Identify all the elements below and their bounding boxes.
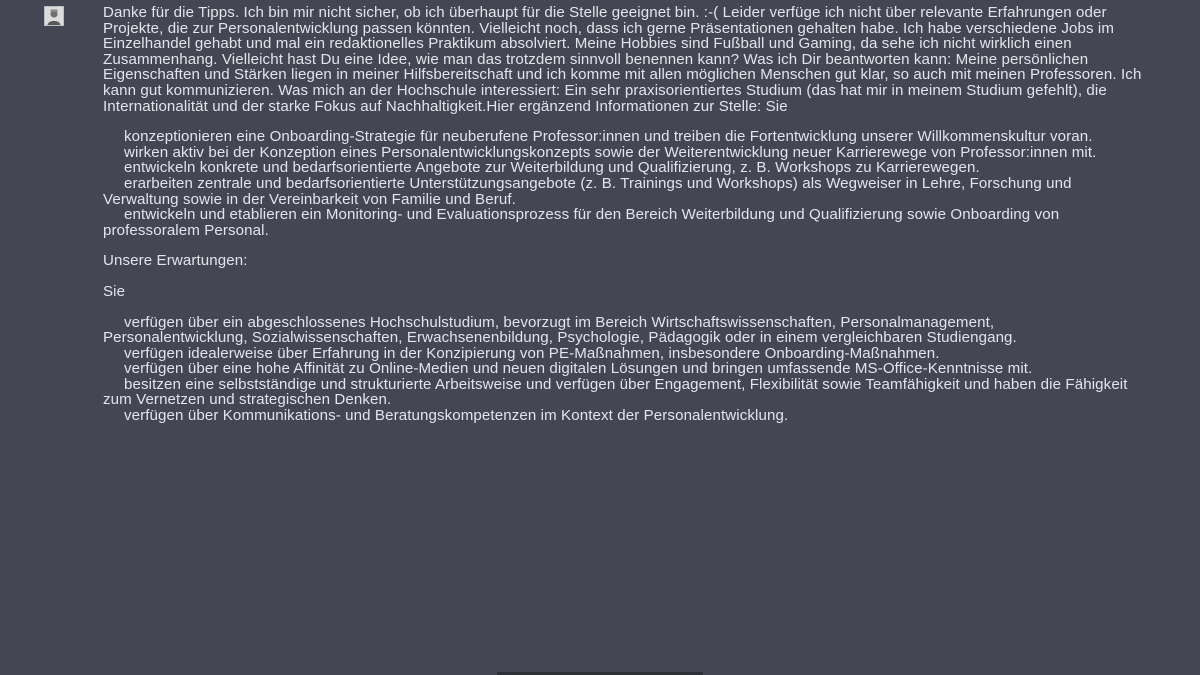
task-text: wirken aktiv bei der Konzeption eines Personalentwicklungskonzepts sowie der Weiterentwicklung neuer Karrierewege von Professor:innen mit.	[124, 143, 1097, 161]
requirement-text: verfügen idealerweise über Erfahrung in der Konzipierung von PE-Maßnahmen, insbesondere Onboarding-Maßnahmen.	[124, 344, 940, 362]
task-item	[103, 176, 1143, 207]
task-item	[103, 160, 1143, 176]
requirement-item	[103, 408, 1143, 424]
sie-label: Sie	[103, 282, 126, 300]
task-item	[103, 207, 1143, 238]
task-text: konzeptionieren eine Onboarding-Strategie für neuberufene Professor:innen und treiben die Fortentwicklung unserer Willkommenskultur voran.	[124, 128, 1093, 146]
requirement-text: verfügen über ein abgeschlossenes Hochschulstudium, bevorzugt im Bereich Wirtschaftswissenschaften, Personalmanagement, Personalentwicklung, Sozialwissenschaften, Erwachsenenbildung, Psychologie, Pädagogik oder in einem vergleichbaren Studiengang.	[103, 313, 1017, 347]
requirement-item	[103, 346, 1143, 362]
task-text: entwickeln konkrete und bedarfsorientierte Angebote zur Weiterbildung und Qualifizierung, z. B. Workshops zu Karrierewegen.	[124, 159, 980, 177]
requirement-text: besitzen eine selbstständige und strukturierte Arbeitsweise und verfügen über Engagement, Flexibilität sowie Teamfähigkeit und haben die Fähigkeit zum Vernetzen und strategischen Denken.	[103, 375, 1128, 409]
requirement-item	[103, 361, 1143, 377]
user-message	[103, 5, 1143, 424]
user-avatar	[44, 6, 64, 26]
task-item	[103, 145, 1143, 161]
tasks-list	[103, 129, 1143, 238]
expectations-heading: Unsere Erwartungen:	[103, 252, 248, 270]
user-avatar-icon	[45, 7, 63, 25]
task-item	[103, 129, 1143, 145]
task-text: entwickeln und etablieren ein Monitoring- und Evaluationsprozess für den Bereich Weiterbildung und Qualifizierung sowie Onboarding von professoralem Personal.	[103, 206, 1060, 239]
message-intro: Danke für die Tipps. Ich bin mir nicht sicher, ob ich überhaupt für die Stelle geeignet bin. :-( Leider verfüge ich nicht über relevante Erfahrungen oder Projekte, die zur Personalentwicklung passen könnten. Vielleicht noch, dass ich gerne Präsentationen gehalten habe. Ich habe verschiedene Jobs im Einzelhandel gehabt und mal ein redaktionelles Praktikum absolviert. Meine Hobbies sind Fußball und Gaming, da sehe ich nicht wirklich einen Zusammenhang. Vielleicht hast Du eine Idee, wie man das trotzdem sinnvoll benennen kann? Was ich Dir beantworten kann: Meine persönlichen Eigenschaften und Stärken liegen in meiner Hilfsbereitschaft und ich komme mit allen möglichen Menschen gut klar, so auch mit meinen Professoren. Ich kann gut kommunizieren. Was mich an der Hochschule interessiert: Ein sehr praxisorientiertes Studium (das hat mir in meinem Studium gefehlt), die Internationalität und der starke Fokus auf Nachhaltigkeit.Hier ergänzend Informationen zur Stelle: Sie	[103, 4, 1142, 115]
requirement-item	[103, 315, 1143, 346]
requirement-item	[103, 377, 1143, 408]
task-text: erarbeiten zentrale und bedarfsorientierte Unterstützungsangebote (z. B. Trainings und Workshops) als Wegweiser in Lehre, Forschung und Verwaltung sowie in der Vereinbarkeit von Familie und Beruf.	[103, 174, 1072, 208]
requirement-text: verfügen über eine hohe Affinität zu Online-Medien und neuen digitalen Lösungen und bringen umfassende MS-Office-Kenntnisse mit.	[124, 360, 1033, 378]
requirements-list	[103, 315, 1143, 424]
requirement-text: verfügen über Kommunikations- und Beratungskompetenzen im Kontext der Personalentwicklung.	[124, 407, 789, 425]
